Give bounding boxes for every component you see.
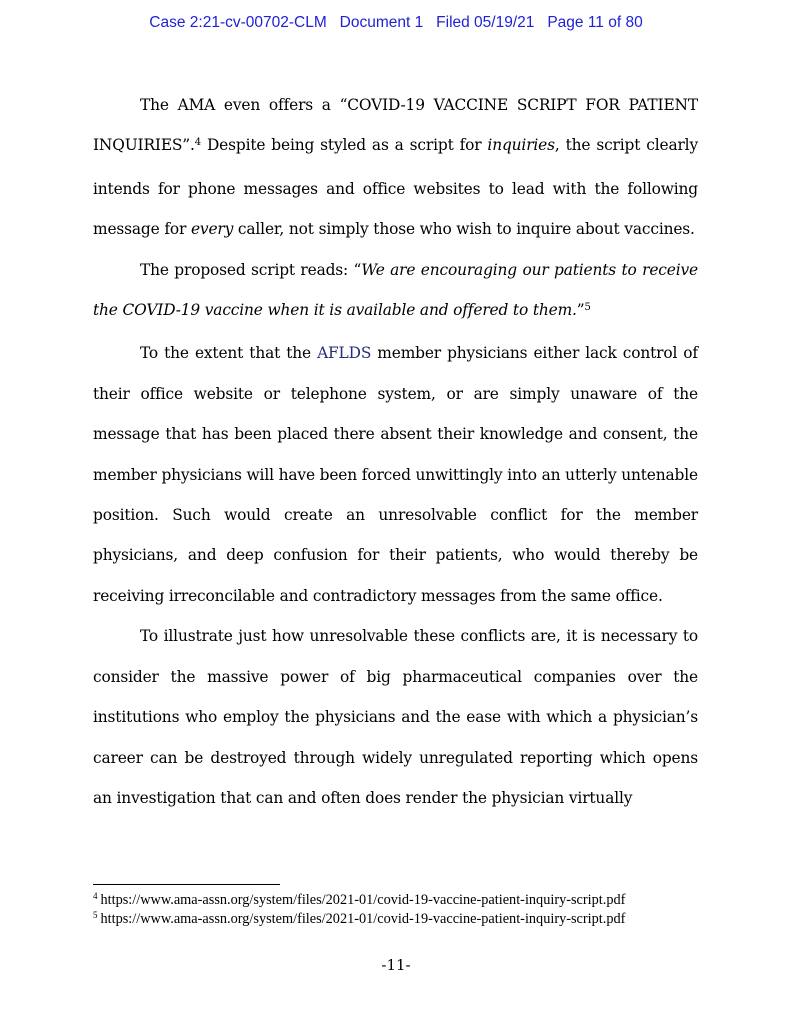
p3-text-a: To the extent that the	[140, 344, 318, 363]
p2-text-a: The proposed script reads: “	[140, 260, 362, 279]
document-body	[93, 85, 698, 818]
aflds-term: AFLDS	[317, 344, 372, 363]
footnote-4	[93, 891, 733, 910]
p1-emphasis-every: every	[190, 220, 234, 239]
p1-text-a: The AMA even offers a “COVID-19 VACCINE SCRIPT FOR PATIENT INQUIRIES”.	[93, 96, 698, 155]
page-number: -11-	[381, 956, 411, 974]
p1-text-b: Despite being styled as a script for	[201, 136, 488, 155]
footnote-divider	[93, 884, 280, 885]
p1-text-c: , the script clearly intends for phone messages and office websites to lead with the following message for	[93, 136, 698, 239]
case-header: Case 2:21-cv-00702-CLM Document 1 Filed 05/19/21 Page 11 of 80	[149, 14, 643, 31]
paragraph-4	[93, 616, 698, 818]
paragraph-3	[93, 333, 698, 616]
footnote-link[interactable]: https://www.ama-assn.org/system/files/2021-01/covid-19-vaccine-patient-inquiry-script.pdf	[100, 911, 626, 927]
p2-text-b: ”	[576, 301, 585, 320]
paragraph-1	[93, 85, 698, 250]
footnote-number: 4	[93, 891, 98, 901]
footnotes	[93, 891, 733, 929]
paragraph-2	[93, 250, 698, 334]
p1-text-d: caller, not simply those who wish to inquire about vaccines.	[233, 220, 695, 239]
footnote-ref-5: 5	[584, 302, 591, 314]
p4-text: To illustrate just how unresolvable these conflicts are, it is necessary to consider the massive power of big pharmaceutical companies over the institutions who employ the physicians and the ease with which a physician’s career can be destroyed through widely unregulated reporting which opens an investigation that can and often does render the physician virtually	[93, 627, 698, 807]
footnote-number: 5	[93, 910, 98, 920]
footnote-5	[93, 910, 733, 929]
p1-emphasis-inquiries: inquiries	[487, 136, 555, 155]
p2-script-quote: We are encouraging our patients to receive the COVID-19 vaccine when it is available and offered to them.	[93, 260, 699, 320]
p3-text-b: member physicians either lack control of their office website or telephone system, or are simply unaware of the message that has been placed there absent their knowledge and consent, the member physicians will have been forced unwittingly into an utterly untenable position. Such would create an unresolvable conflict for the member physicians, and deep confusion for their patients, who would thereby be receiving irreconcilable and contradictory messages from the same office.	[93, 344, 698, 605]
footnote-ref-4: 4	[194, 137, 201, 149]
footnote-link[interactable]: https://www.ama-assn.org/system/files/2021-01/covid-19-vaccine-patient-inquiry-script.pdf	[100, 892, 626, 908]
